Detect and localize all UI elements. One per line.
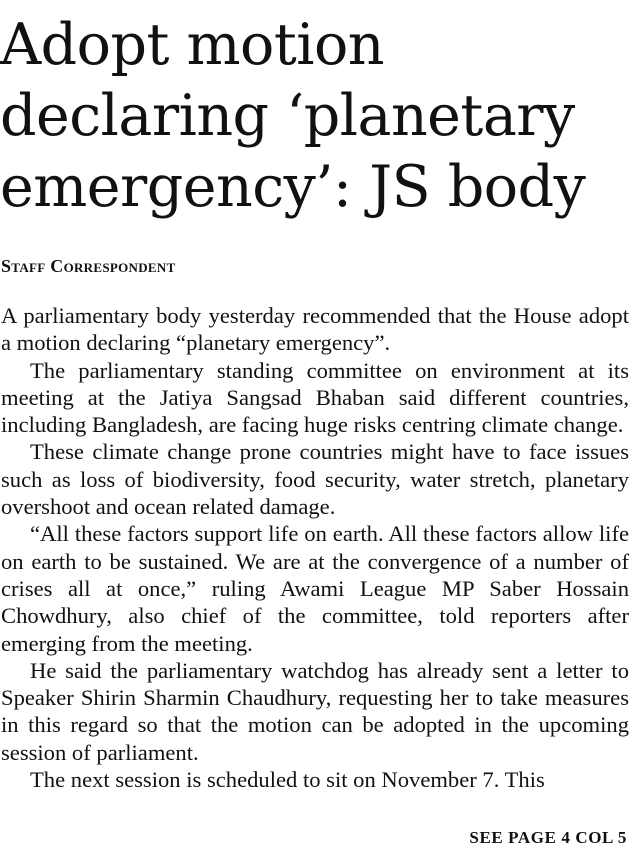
paragraph: A parliamentary body yesterday recommended that the House adopt a motion declaring “planetary emergency”. <box>1 303 629 356</box>
headline-line: Adopt motion <box>0 12 385 78</box>
byline: Staff Correspondent <box>1 256 176 276</box>
headline <box>0 10 629 223</box>
continuation-jump-line: SEE PAGE 4 COL 5 <box>469 828 627 847</box>
headline-line: emergency’: JS body <box>0 154 586 220</box>
paragraph: “All these factors support life on earth. All these factors allow life on earth to be sustained. We are at the convergence of a number of crises all at once,” ruling Awami League MP Saber Hossain Chowdhury, also chief of the committee, told reporters after emerging from the meeting. <box>1 521 629 656</box>
paragraph: He said the parliamentary watchdog has already sent a letter to Speaker Shirin Sharmin Chaudhury, requesting her to take measures in this regard so that the motion can be adopted in the upcoming session of parliament. <box>1 657 629 765</box>
paragraph: The parliamentary standing committee on environment at its meeting at the Jatiya Sangsad Bhaban said different countries, including Bangladesh, are facing huge risks centring climate change. <box>1 357 629 438</box>
paragraph: The next session is scheduled to sit on November 7. This <box>30 767 545 793</box>
paragraph: These climate change prone countries might have to face issues such as loss of biodiversity, food security, water stretch, planetary overshoot and ocean related damage. <box>1 439 629 520</box>
article-body <box>1 302 629 793</box>
headline-line: declaring ‘planetary <box>0 83 575 149</box>
